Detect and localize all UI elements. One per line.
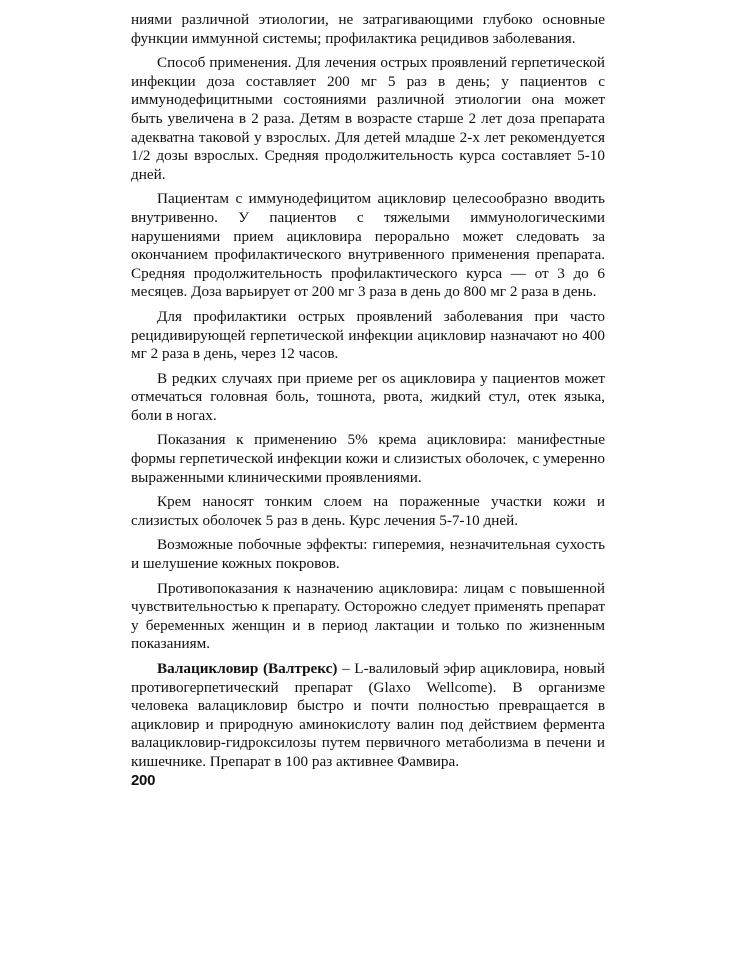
paragraph-text: – L-валиловый эфир ацикловира, новый противогерпетический препарат (Glaxo Wellcome). В организме человека валацикловир быстро и почти полностью превращается в ацикловир и природную аминокислоту валин под действием фермента валацикловир-гидроксилозы путем первичного метаболизма в печени и кишечнике. Препарат в 100 раз активнее Фамвира. <box>131 660 605 770</box>
paragraph-cream-indications <box>131 431 605 487</box>
paragraph-text: Показания к применению 5% крема ацикловира: манифестные формы герпетической инфекции кожи и слизистых оболочек, с умеренно выраженными клиническими проявлениями. <box>131 431 605 486</box>
paragraph-contraindications <box>131 580 605 654</box>
paragraph-valacyclovir <box>131 660 605 772</box>
paragraph-text: Крем наносят тонким слоем на пораженные участки кожи и слизистых оболочек 5 раз в день. Курс лечения 5-7-10 дней. <box>131 493 605 529</box>
paragraph-cream-application <box>131 493 605 530</box>
paragraph-text: Пациентам с иммунодефицитом ацикловир целесообразно вводить внутривенно. У пациентов с тяжелыми иммунологическими нарушениями прием ацикловира перорально может следовать за окончанием профилактического внутривенного применения препарата. Средняя продолжительность профилактического курса — от 3 до 6 месяцев. Доза варьирует от 200 мг 3 раза в день до 800 мг 2 раза в день. <box>131 190 605 301</box>
drug-term: Валацикловир (Валтрекс) <box>157 660 338 677</box>
paragraph-immunodeficiency <box>131 190 605 302</box>
body-text <box>131 11 605 778</box>
paragraph-text: Для профилактики острых проявлений заболевания при часто рецидивирующей герпетической инфекции ацикловир назначают но 400 мг 2 раза в день, через 12 часов. <box>131 307 605 363</box>
paragraph-cream-side-effects <box>131 536 605 573</box>
paragraph-text: Способ применения. Для лечения острых проявлений герпетической инфекции доза составляет 200 мг 5 раз в день; у пациентов с иммунодефицитными состояниями различной этиологии она может быть увеличена в 2 раза. Детям в возрасте старше 2 лет доза препарата адекватна таковой у взрослых. Для детей младше 2-х лет рекомендуется 1/2 дозы взрослых. Средняя продолжительность курса составляет 5-10 дней. <box>131 54 605 183</box>
paragraph-prophylaxis <box>131 308 605 364</box>
page-number: 200 <box>131 772 156 789</box>
paragraph-text: В редких случаях при приеме per os ацикловира у пациентов может отмечаться головная боль, тошнота, рвота, жидкий стул, отек языка, боли в ногах. <box>131 369 605 424</box>
paragraph-text: Противопоказания к назначению ацикловира: лицам с повышенной чувствительностью к препарату. Осторожно следует применять препарат у беременных женщин и в период лактации и только по жизненным показаниям. <box>131 579 605 653</box>
paragraph-dosage <box>131 54 605 184</box>
paragraph-text: ниями различной этиологии, не затрагивающими глубоко основные функции иммунной системы; профилактика рецидивов заболевания. <box>131 11 605 47</box>
paragraph-text: Возможные побочные эффекты: гиперемия, незначительная сухость и шелушение кожных покровов. <box>131 536 605 573</box>
paragraph-continuation <box>131 11 605 48</box>
paragraph-side-effects <box>131 370 605 426</box>
